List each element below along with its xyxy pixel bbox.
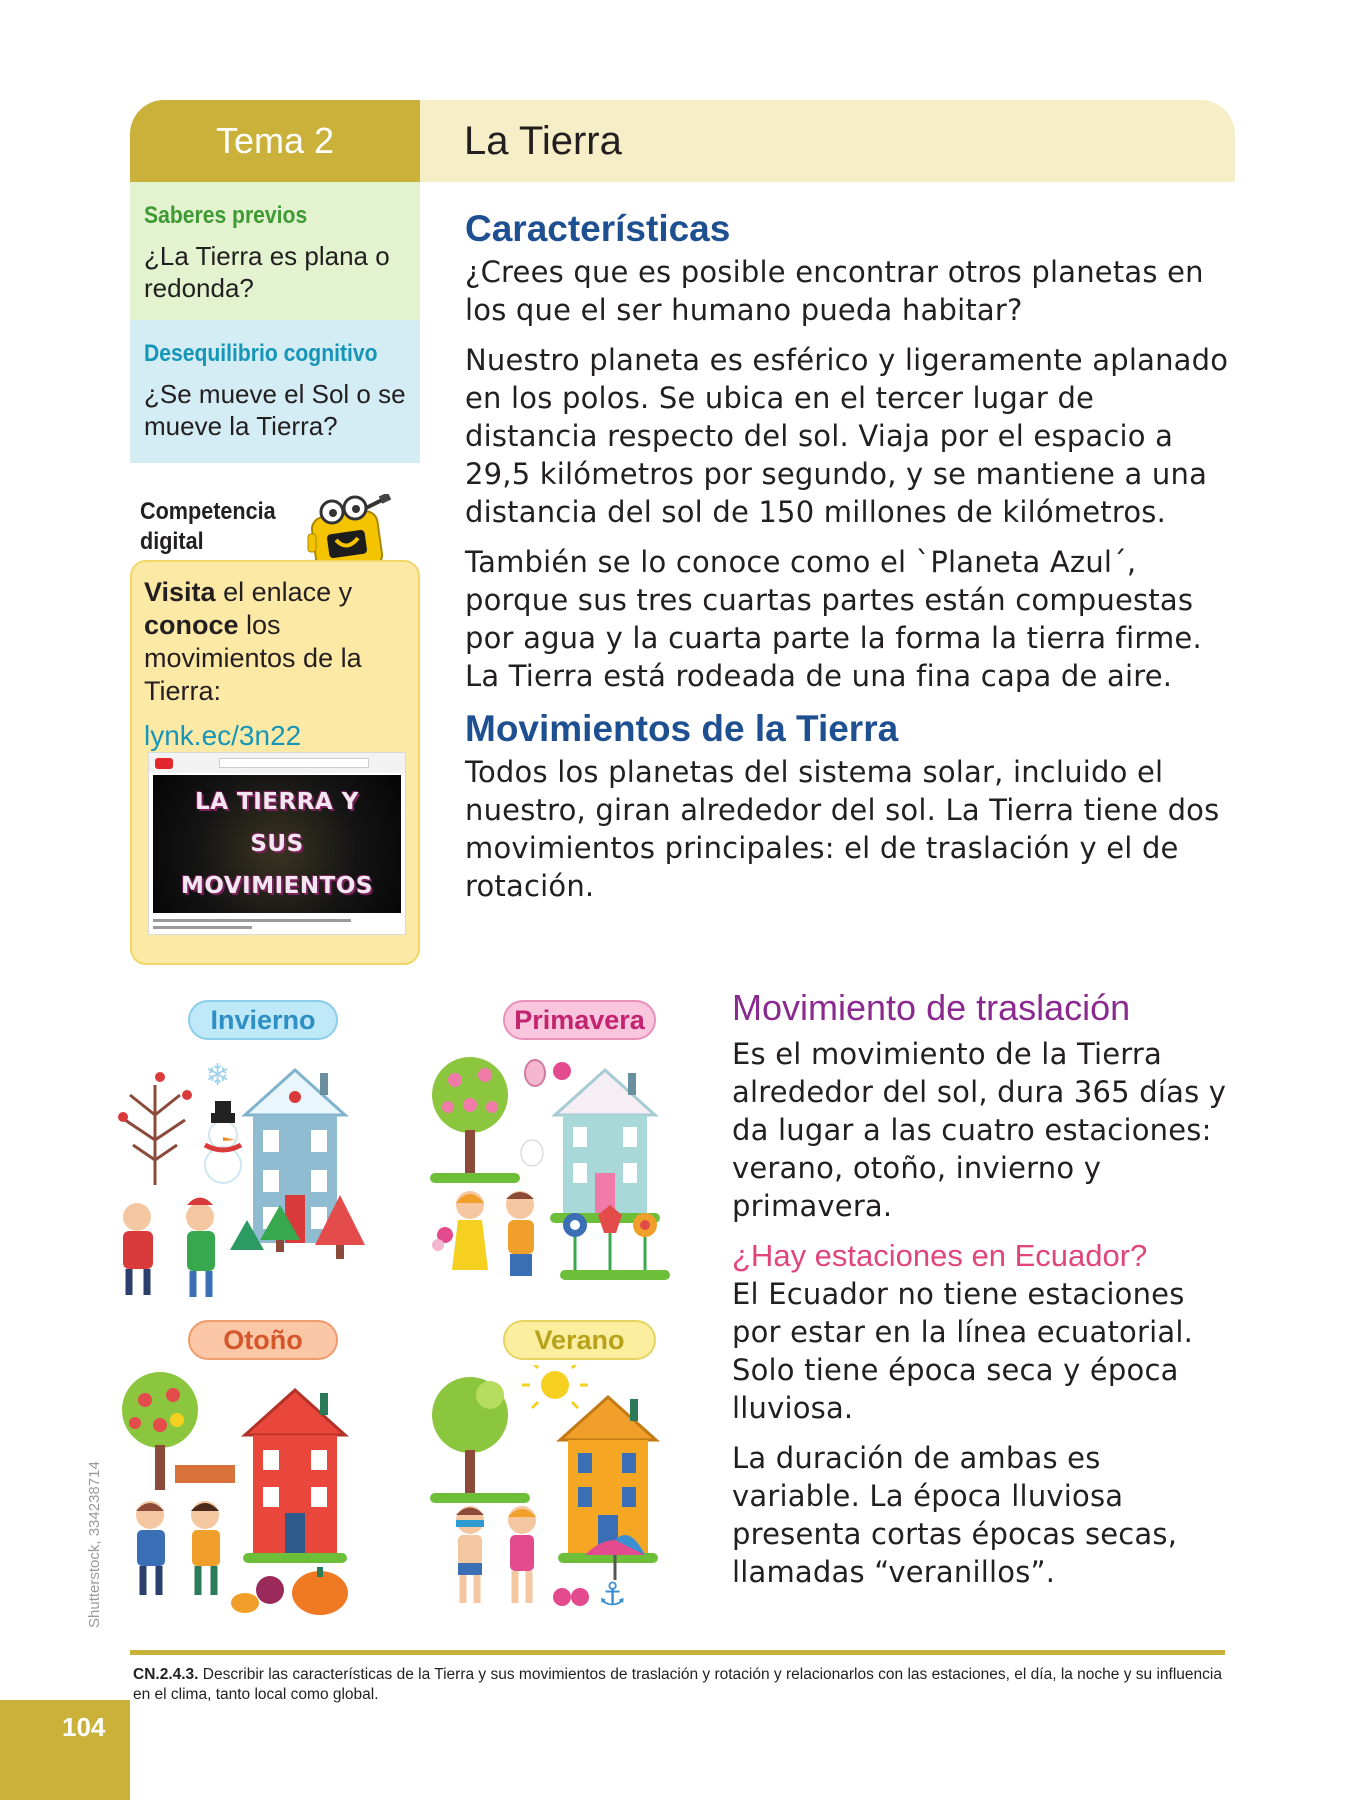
video-screen xyxy=(153,775,401,913)
season-label-verano: Verano xyxy=(503,1320,656,1360)
competencia-label-line1: Competencia xyxy=(140,498,276,525)
movimientos-heading: Movimientos de la Tierra xyxy=(465,708,899,749)
conoce-word: conoce xyxy=(144,610,239,640)
main-content xyxy=(465,205,1235,905)
svg-text:⚓: ⚓ xyxy=(598,1575,627,1613)
page-title: La Tierra xyxy=(420,100,1235,182)
svg-text:❄: ❄ xyxy=(205,1058,231,1093)
competencia-digital-label xyxy=(140,497,276,557)
traslacion-paragraph: Es el movimiento de la Tierra alrededor del sol, dura 365 días y da lugar a las cuatro estaciones: verano, otoño, invierno y primavera. xyxy=(732,1037,1227,1223)
page-number: 104 xyxy=(62,1712,106,1742)
tema-label: Tema 2 xyxy=(130,100,420,182)
ecuador-paragraph: El Ecuador no tiene estaciones por estar en la línea ecuatorial. Solo tiene época seca y época lluviosa. xyxy=(732,1277,1194,1425)
competencia-text xyxy=(144,576,406,708)
season-label-primavera: Primavera xyxy=(503,1000,656,1040)
saberes-previos-question: ¿La Tierra es plana o redonda? xyxy=(144,241,390,303)
video-search-field xyxy=(219,758,369,768)
youtube-logo-icon xyxy=(155,758,173,769)
paragraph-question: ¿Crees que es posible encontrar otros planetas en los que el ser humano pueda habitar? xyxy=(465,255,1204,327)
video-link[interactable]: lynk.ec/3n22 xyxy=(144,720,302,751)
competencia-text-part1: el enlace y xyxy=(215,577,353,607)
paragraph-movimientos: Todos los planetas del sistema solar, incluido el nuestro, giran alrededor del sol. La Tierra tiene dos movimientos principales: el de traslación y el de rotación. xyxy=(465,755,1220,903)
season-label-otono: Otoño xyxy=(188,1320,338,1360)
paragraph-planeta-azul: También se lo conoce como el `Planeta Azul´, porque sus tres cuartas partes están compuestas por agua y la cuarta parte la forma la tierra firme. La Tierra está rodeada de una fina capa de aire. xyxy=(465,545,1202,693)
standard-text: Describir las características de la Tierra y sus movimientos de traslación y rotación y relacionarlos con las estaciones, el día, la noche y su influencia en el clima, tanto local como global. xyxy=(133,1666,1222,1703)
autumn-scene-illustration xyxy=(115,1365,375,1630)
competencia-text-part2: los movimientos de la Tierra: xyxy=(144,610,362,706)
season-label-invierno: Invierno xyxy=(188,1000,338,1040)
ecuador-question: ¿Hay estaciones en Ecuador? xyxy=(732,1238,1148,1273)
saberes-previos-box xyxy=(130,182,420,320)
competencia-label-line2: digital xyxy=(140,528,204,555)
desequilibrio-question: ¿Se mueve el Sol o se mueve la Tierra? xyxy=(144,379,406,441)
duracion-paragraph: La duración de ambas es variable. La época lluviosa presenta cortas épocas secas, llamadas “veranillos”. xyxy=(732,1441,1178,1589)
video-title-line2: SUS MOVIMIENTOS xyxy=(181,831,373,899)
video-thumbnail[interactable] xyxy=(148,752,406,935)
visita-word: Visita xyxy=(144,577,216,607)
competencia-digital-card xyxy=(130,560,420,965)
footer-divider xyxy=(130,1650,1225,1655)
winter-scene-illustration xyxy=(115,1045,375,1310)
saberes-previos-heading: Saberes previos xyxy=(144,202,308,229)
curriculum-standard xyxy=(133,1665,1228,1705)
desequilibrio-box xyxy=(130,320,420,463)
paragraph-planet-description: Nuestro planeta es esférico y ligeramente aplanado en los polos. Se ubica en el tercer lugar de distancia respecto del sol. Viaja por el espacio a 29,5 kilómetros por segundo, y se mantiene a una distancia del sol de 150 millones de kilómetros. xyxy=(465,343,1229,529)
video-caption-placeholder xyxy=(153,915,401,933)
traslacion-heading: Movimiento de traslación xyxy=(732,987,1131,1028)
standard-code: CN.2.4.3. xyxy=(133,1666,199,1683)
video-title-line1: LA TIERRA Y xyxy=(195,789,359,815)
traslacion-section xyxy=(732,985,1237,1591)
desequilibrio-heading: Desequilibrio cognitivo xyxy=(144,340,378,367)
spring-scene-illustration xyxy=(430,1045,690,1310)
summer-scene-illustration xyxy=(430,1365,690,1630)
caracteristicas-heading: Características xyxy=(465,208,731,249)
image-credit: Shutterstock, 334238714 xyxy=(86,1461,103,1628)
video-browser-bar xyxy=(149,753,405,773)
